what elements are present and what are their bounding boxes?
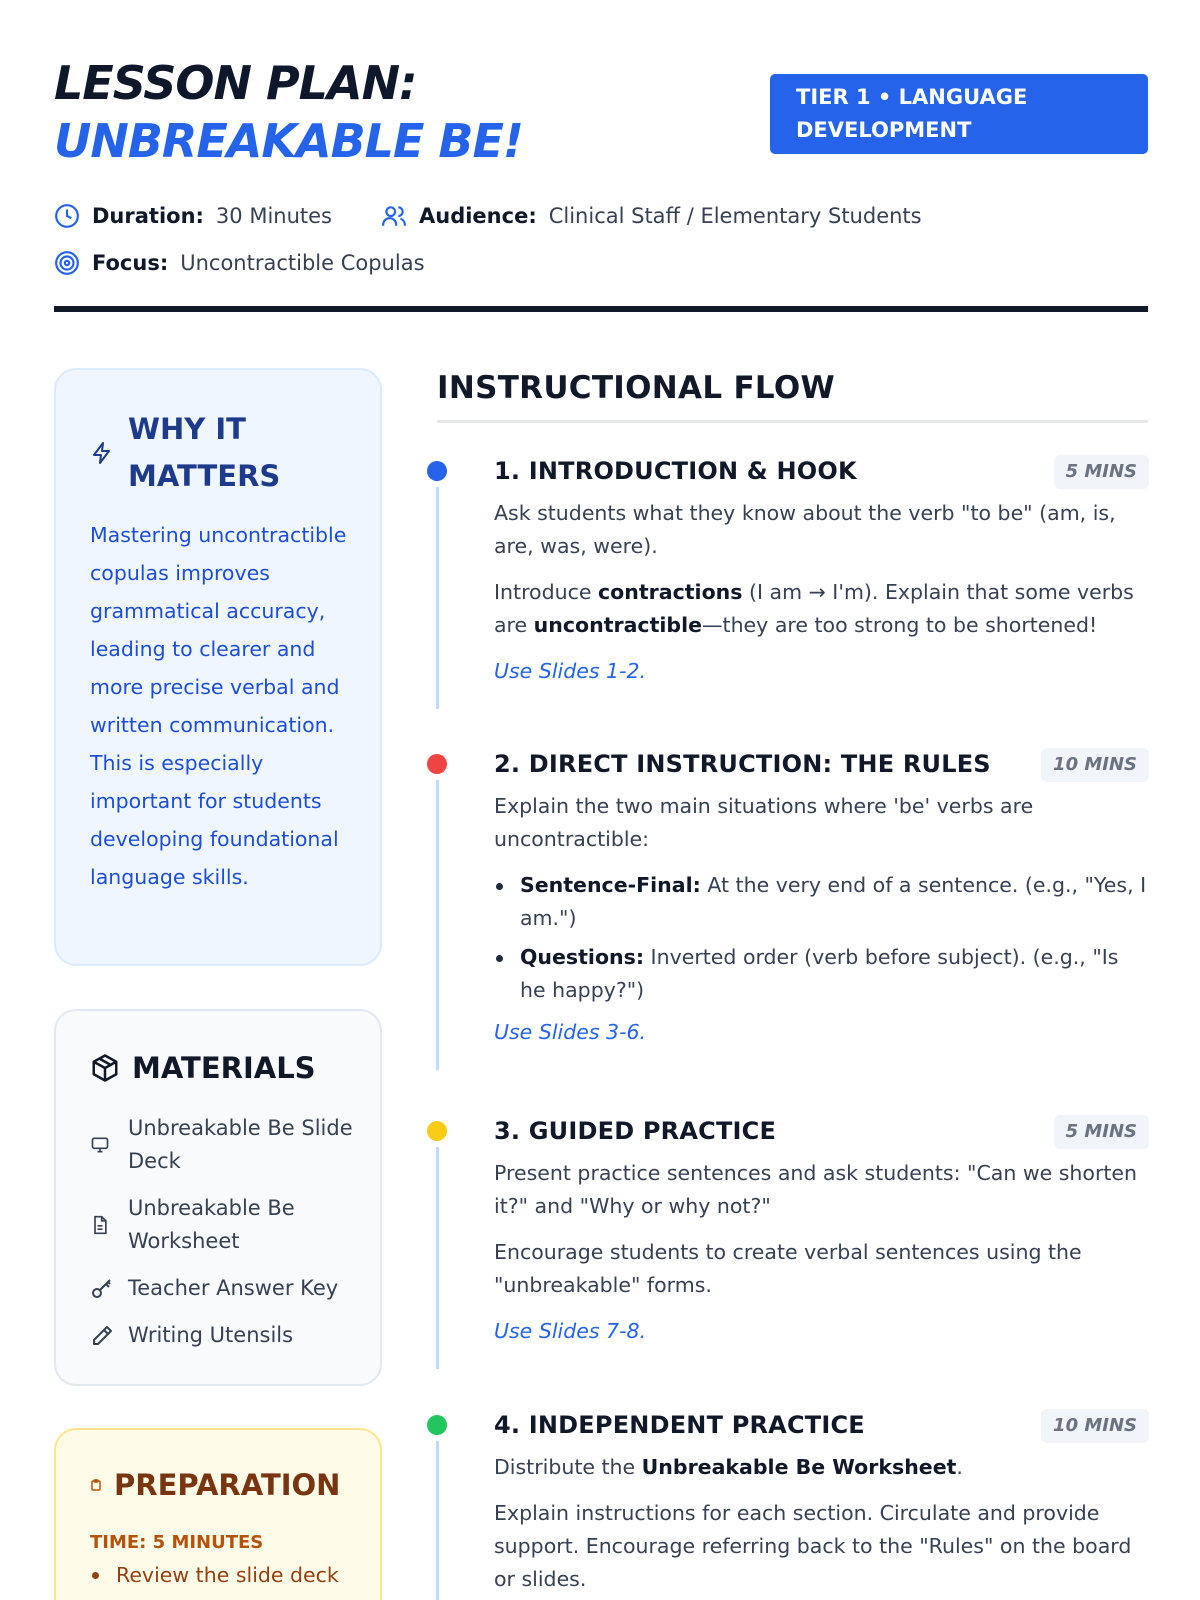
list-item [90,1272,360,1305]
focus-value: Uncontractible Copulas [180,251,425,275]
title-line-2: UNBREAKABLE BE! [54,114,523,168]
step-paragraph: Explain the two main situations where 'be' verbs are uncontractible: [494,794,1034,851]
why-title [128,406,280,500]
list-item [90,1319,360,1352]
material-label: Unbreakable Be Worksheet [128,1196,295,1253]
step-paragraph: Present practice sentences and ask students: "Can we shorten it?" and "Why or why not?" [494,1161,1138,1218]
page-title [54,54,523,170]
meta-duration [54,203,332,229]
step-title: 4. INDEPENDENT PRACTICE [494,1411,865,1439]
timeline-line [436,1147,439,1369]
step-paragraph: Distribute the Unbreakable Be Worksheet. [494,1455,963,1479]
pencil-icon [90,1324,114,1348]
materials-list [90,1112,360,1366]
step-body [494,497,1149,701]
step-body [494,1451,1149,1600]
duration-badge: 5 MINS [1054,1115,1149,1149]
list-item: Questions: Inverted order (verb before subject). (e.g., "Is he happy?") [494,941,1149,1007]
flow-step-2 [427,750,1149,1080]
slides-reference: Use Slides 7-8. [494,1319,647,1343]
audience-value: Clinical Staff / Elementary Students [548,204,922,228]
timeline-dot [427,1415,447,1435]
materials-card [54,1009,382,1386]
timeline-line [436,487,439,709]
timeline-line [436,1441,439,1600]
audience-label: Audience: [419,204,537,228]
step-paragraph: Encourage students to create verbal sentences using the "unbreakable" forms. [494,1240,1082,1297]
flow-step-1 [427,457,1149,707]
preparation-list [90,1558,360,1592]
timeline-dot [427,754,447,774]
duration-label: Duration: [92,204,204,228]
flow-title: INSTRUCTIONAL FLOW [437,370,836,406]
clipboard-icon [90,1478,102,1492]
step-body [494,1157,1149,1361]
package-icon [90,1053,120,1083]
title-line-1: LESSON PLAN: [54,56,417,110]
why-it-matters-card [54,368,382,966]
step-body [494,790,1149,1062]
duration-value: 30 Minutes [215,204,332,228]
timeline-dot [427,461,447,481]
users-icon [381,203,407,229]
why-header [90,406,280,500]
document-icon [90,1214,110,1236]
step-title: 1. INTRODUCTION & HOOK [494,457,857,485]
tier-badge: TIER 1 • LANGUAGE DEVELOPMENT [770,74,1148,154]
materials-title: MATERIALS [132,1051,316,1085]
why-body: Mastering uncontractible copulas improves grammatical accuracy, leading to clearer and more precise verbal and written communication. This is especially important for students developing foundational language skills. [90,523,347,889]
meta-audience [381,203,922,229]
flow-step-4 [427,1411,1149,1600]
material-label: Writing Utensils [128,1323,294,1347]
slides-reference: Use Slides 1-2. [494,659,647,683]
duration-badge: 10 MINS [1041,748,1149,782]
step-title: 3. GUIDED PRACTICE [494,1117,777,1145]
focus-label: Focus: [92,251,169,275]
why-title-line-1: WHY IT [128,412,246,446]
slides-reference: Use Slides 3-6. [494,1020,647,1044]
meta-focus [54,250,425,276]
material-label: Teacher Answer Key [128,1276,339,1300]
step-paragraph: Introduce contractions (I am → I'm). Explain that some verbs are uncontractible—they are too strong to be shortened! [494,580,1134,637]
preparation-time: TIME: 5 MINUTES [90,1532,264,1553]
list-item: Sentence-Final: At the very end of a sentence. (e.g., "Yes, I am.") [494,869,1149,935]
flow-step-3 [427,1117,1149,1377]
lightning-icon [90,440,114,466]
list-item [90,1112,360,1178]
materials-header [90,1051,316,1085]
list-item: Review the slide deck [90,1558,360,1592]
timeline-line [436,780,439,1070]
key-icon [90,1277,114,1301]
target-icon [54,250,80,276]
duration-badge: 10 MINS [1041,1409,1149,1443]
timeline-dot [427,1121,447,1141]
preparation-card [54,1428,382,1600]
flow-divider [437,420,1148,423]
clock-icon [54,203,80,229]
step-paragraph: Ask students what they know about the verb "to be" (am, is, are, was, were). [494,501,1116,558]
step-title: 2. DIRECT INSTRUCTION: THE RULES [494,750,991,778]
preparation-title: PREPARATION [114,1468,341,1502]
list-item [90,1192,360,1258]
monitor-icon [90,1135,110,1155]
why-title-line-2: MATTERS [128,459,281,493]
header-divider [54,306,1148,312]
rules-list [494,869,1149,1007]
material-label: Unbreakable Be Slide Deck [128,1116,353,1173]
step-paragraph: Explain instructions for each section. Circulate and provide support. Encourage referring back to the "Rules" on the board or slides. [494,1501,1132,1591]
preparation-header [90,1468,340,1502]
duration-badge: 5 MINS [1054,455,1149,489]
